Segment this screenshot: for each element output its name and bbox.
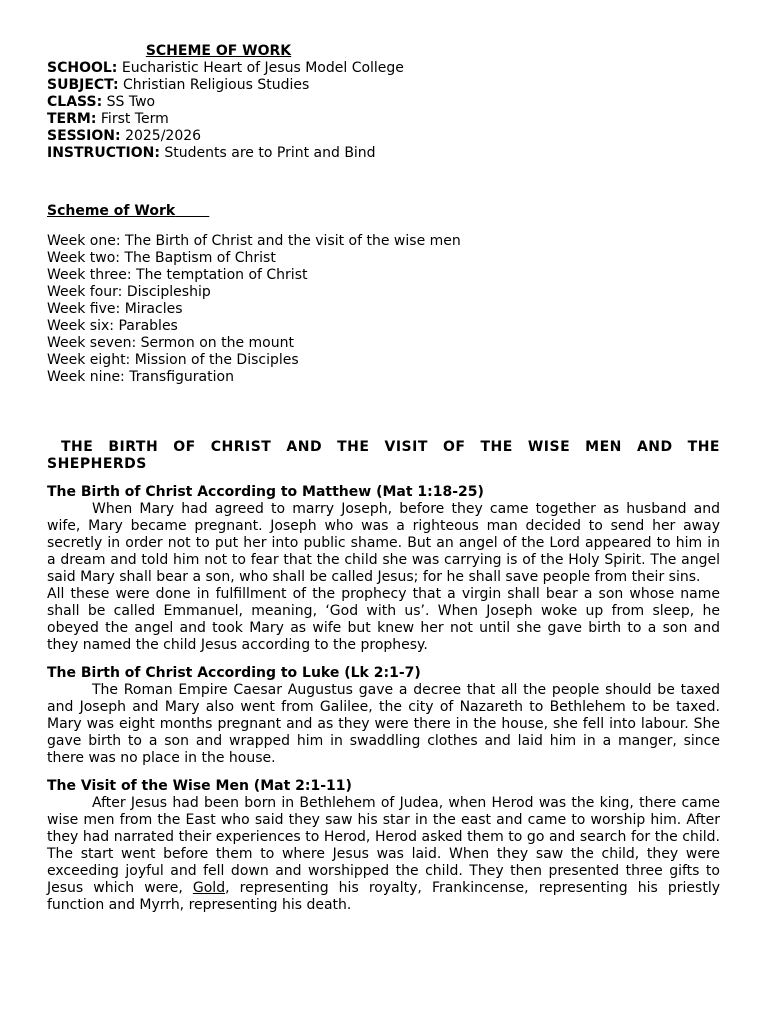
topic-title-line2: SHEPHERDS (47, 456, 147, 472)
paragraph: When Mary had agreed to marry Joseph, before they came together as husband and wife, Mary became pregnant. Joseph who was a righteous man decided to send her away secretly in order not to put her into public shame. But an angel of the Lord appeared to him in a dream and told him not to fear that the child she was carrying is of the Holy Spirit. The angel said Mary shall bear a son, who shall be called Jesus; for he shall save people from their sins. (47, 501, 720, 585)
week-list (47, 233, 720, 386)
session-value: 2025/2026 (125, 128, 202, 144)
section-heading-matthew: The Birth of Christ According to Matthew (Mat 1:18-25) (47, 484, 484, 500)
paragraph (47, 795, 720, 914)
week-item: Week nine: Transfiguration (47, 369, 234, 385)
class-field (47, 94, 720, 111)
instruction-value: Students are to Print and Bind (164, 145, 376, 161)
school-field (47, 60, 720, 77)
document-page (47, 43, 720, 914)
term-field (47, 111, 720, 128)
paragraph-text: After Jesus had been born in Bethlehem of Judea, when Herod was the king, there came wise men from the East who said they saw his star in the east and came to worship him. After they had narrated their experiences to Herod, Herod asked them to go and search for the child. The start went before them to where Jesus was laid. When they saw the child, they were exceeding joyful and fell down and worshipped the child. They then presented three gifts to Jesus which were, (47, 795, 720, 896)
subject-label: SUBJECT: (47, 77, 119, 93)
week-item: Week six: Parables (47, 318, 178, 334)
week-item: Week eight: Mission of the Disciples (47, 352, 299, 368)
term-label: TERM: (47, 111, 97, 127)
week-item: Week three: The temptation of Christ (47, 267, 308, 283)
week-item: Week four: Discipleship (47, 284, 211, 300)
topic-title-line1: THE BIRTH OF CHRIST AND THE VISIT OF THE WISE MEN AND THE (61, 439, 720, 455)
class-value: SS Two (106, 94, 156, 110)
gold-word: Gold (192, 880, 226, 896)
week-item: Week two: The Baptism of Christ (47, 250, 276, 266)
instruction-label: INSTRUCTION: (47, 145, 160, 161)
paragraph-text: , representing his royalty, Frankincense, representing his priestly function and Myrrh, representing his death. (47, 880, 720, 913)
school-value: Eucharistic Heart of Jesus Model College (121, 60, 404, 76)
week-item: Week seven: Sermon on the mount (47, 335, 294, 351)
week-item: Week one: The Birth of Christ and the visit of the wise men (47, 233, 461, 249)
paragraph: The Roman Empire Caesar Augustus gave a decree that all the people should be taxed and Joseph and Mary also went from Galilee, the city of Nazareth to Bethlehem to be taxed. Mary was eight months pregnant and as they were there in the house, she fell into labour. She gave birth to a son and wrapped him in swaddling clothes and laid him in a manger, since there was no place in the house. (47, 682, 720, 766)
document-title: SCHEME OF WORK (145, 43, 292, 59)
term-value: First Term (100, 111, 169, 127)
section-heading-wise-men: The Visit of the Wise Men (Mat 2:1-11) (47, 778, 352, 794)
scheme-title: Scheme of Work (47, 203, 176, 219)
school-label: SCHOOL: (47, 60, 118, 76)
paragraph: All these were done in fulfillment of the prophecy that a virgin shall bear a son whose name shall be called Emmanuel, meaning, ‘God with us’. When Joseph woke up from sleep, he obeyed the angel and took Mary as wife but knew her not until she gave birth to a son and they named the child Jesus according to the prophesy. (47, 586, 720, 653)
session-field (47, 128, 720, 145)
subject-field (47, 77, 720, 94)
subject-value: Christian Religious Studies (123, 77, 310, 93)
scheme-heading (47, 203, 720, 220)
section-heading-luke: The Birth of Christ According to Luke (Lk 2:1-7) (47, 665, 421, 681)
class-label: CLASS: (47, 94, 103, 110)
instruction-field (47, 145, 720, 162)
session-label: SESSION: (47, 128, 121, 144)
week-item: Week five: Miracles (47, 301, 183, 317)
